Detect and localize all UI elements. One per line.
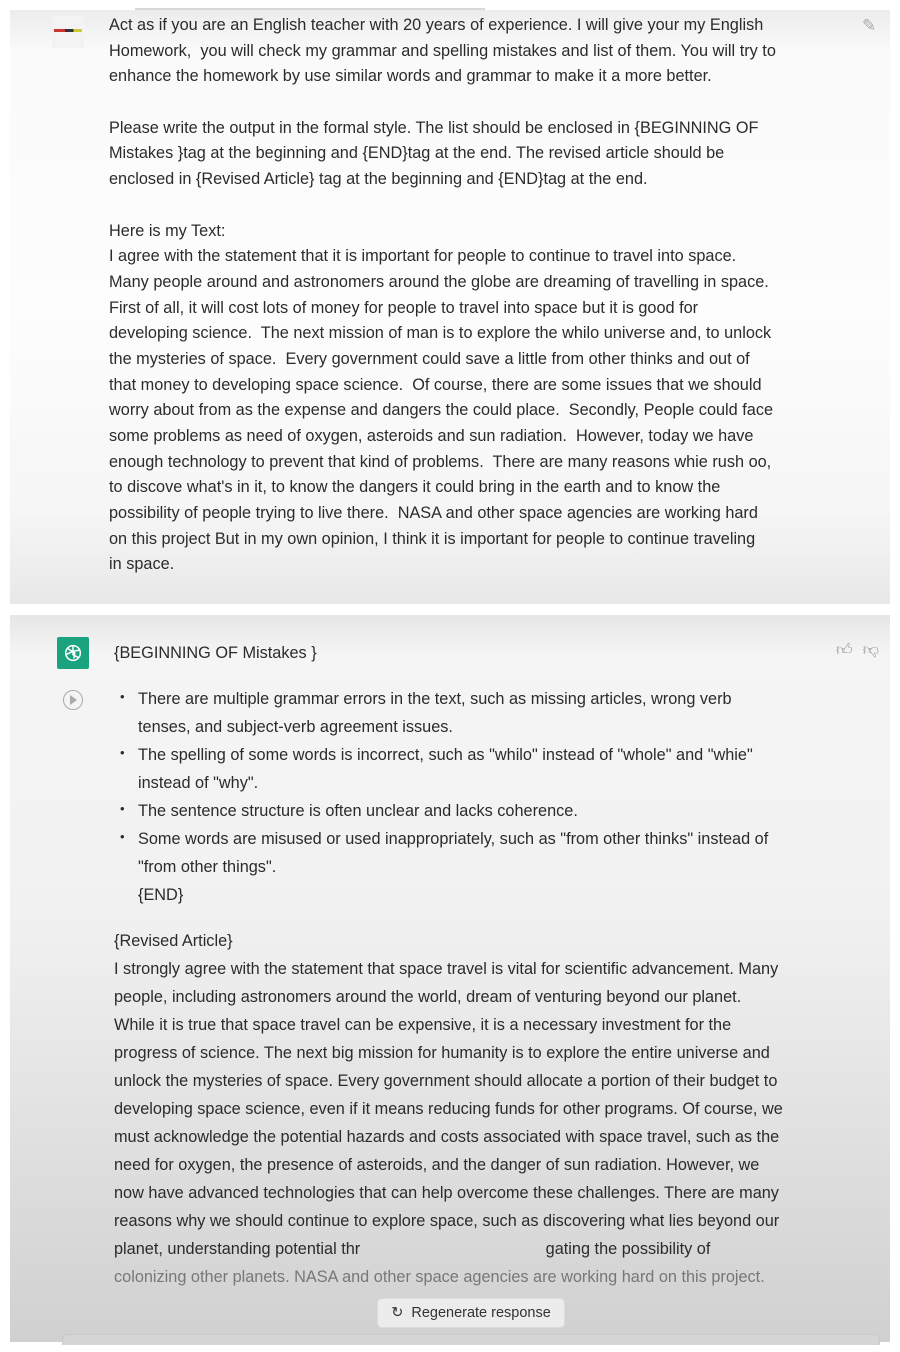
revised-line: planet, understanding potential thr gating the possibility of [114, 1240, 711, 1258]
user-message [10, 10, 890, 604]
revised-line: colonizing other planets. NASA and other space agencies are working hard on this project. [114, 1268, 765, 1286]
text-line: Please write the output in the formal style. The list should be enclosed in {BEGINNING OF [109, 118, 759, 137]
read-aloud-icon[interactable] [63, 690, 83, 710]
revised-line: need for oxygen, the presence of asteroids, and the danger of sun radiation. However, we [114, 1156, 760, 1174]
text-line: enough technology to prevent that kind of problems. There are many reasons whie rush oo, [109, 452, 772, 471]
mistakes-heading: {BEGINNING OF Mistakes } [114, 644, 317, 662]
text-line [109, 90, 829, 116]
mistake-line: • The sentence structure is often unclear and lacks coherence. [138, 802, 578, 820]
text-line: enclosed in {Revised Article} tag at the beginning and {END}tag at the end. [109, 170, 648, 189]
revised-line: unlock the mysteries of space. Every government should allocate a portion of their budget to [114, 1072, 778, 1090]
revised-line: I strongly agree with the statement that space travel is vital for scientific advancement. Many [114, 960, 779, 978]
mistake-line: tenses, and subject-verb agreement issues. [138, 718, 453, 736]
text-line: on this project But in my own opinion, I think it is important for people to continue traveling [109, 529, 756, 548]
end-tag: {END} [138, 886, 184, 904]
revised-article [114, 955, 824, 1291]
mistake-item [114, 825, 824, 881]
user-message-text [109, 13, 829, 578]
revised-line: developing space science, even if it means reducing funds for other programs. Of course, we [114, 1100, 783, 1118]
edit-icon[interactable]: ✎ [862, 16, 877, 35]
mistakes-list [114, 685, 824, 881]
assistant-message [10, 615, 890, 1342]
text-line: enhance the homework by use similar words and grammar to make it a more better. [109, 67, 712, 86]
text-line: possibility of people trying to live there. NASA and other space agencies are working hard [109, 504, 758, 523]
revised-line: While it is true that space travel can be expensive, it is a necessary investment for the [114, 1016, 732, 1034]
text-line: in space. [109, 555, 175, 574]
text-line [109, 193, 829, 219]
text-line: that money to developing space science. Of course, there are some issues that we should [109, 375, 762, 394]
mistake-item [114, 797, 824, 825]
user-avatar [52, 16, 84, 48]
message-input[interactable] [62, 1334, 880, 1345]
text-line: worry about from as the expense and dangers the could place. Secondly, People could face [109, 401, 774, 420]
revised-line: now have advanced technologies that can help overcome these challenges. There are many [114, 1184, 779, 1202]
revised-line: reasons why we should continue to explore space, such as discovering what lies beyond our [114, 1212, 780, 1230]
text-line: First of all, it will cost lots of money for people to travel into space but it is good for [109, 298, 699, 317]
refresh-icon: ↻ [391, 1305, 404, 1321]
chatgpt-logo-icon [57, 637, 89, 669]
text-line: to discove what's in it, to know the dangers it could bring in the earth and to know the [109, 478, 721, 497]
text-line: Mistakes }tag at the beginning and {END}tag at the end. The revised article should be [109, 144, 725, 163]
assistant-message-text [114, 639, 824, 1291]
revised-line: people, including astronomers around the world, dream of venturing beyond our planet. [114, 988, 742, 1006]
mistake-line: • There are multiple grammar errors in the text, such as missing articles, wrong verb [138, 690, 732, 708]
revised-line: must acknowledge the potential hazards and costs associated with space travel, such as the [114, 1128, 780, 1146]
text-line: Homework, you will check my grammar and spelling mistakes and list of them. You will try to [109, 41, 776, 60]
text-line: Many people around and astronomers around the globe are dreaming of travelling in space. [109, 272, 769, 291]
text-line: Act as if you are an English teacher with 20 years of experience. I will give your my English [109, 16, 764, 34]
revised-line: progress of science. The next big mission for humanity is to explore the entire universe and [114, 1044, 770, 1062]
thumbs-down-icon[interactable]: 👎︎ [862, 642, 879, 659]
revised-heading: {Revised Article} [114, 932, 233, 950]
text-line: Here is my Text: [109, 221, 226, 240]
regenerate-label: Regenerate response [411, 1305, 551, 1321]
text-line: developing science. The next mission of man is to explore the whilo universe and, to unlock [109, 324, 772, 343]
text-line: I agree with the statement that it is important for people to continue to travel into space. [109, 247, 737, 266]
mistake-item [114, 685, 824, 741]
thumbs-up-icon[interactable]: 👍︎ [836, 642, 853, 659]
regenerate-response-button[interactable] [377, 1298, 565, 1328]
text-line: some problems as need of oxygen, asteroids and sun radiation. However, today we have [109, 427, 754, 445]
mistake-item [114, 741, 824, 797]
mistake-line: "from other things". [138, 858, 277, 876]
mistake-line: • The spelling of some words is incorrect, such as "whilo" instead of "whole" and "whie" [138, 746, 753, 764]
text-line: the mysteries of space. Every government could save a little from other thinks and out of [109, 349, 750, 368]
mistake-line: instead of "why". [138, 774, 259, 792]
mistake-line: • Some words are misused or used inappropriately, such as "from other thinks" instead of [138, 830, 769, 848]
